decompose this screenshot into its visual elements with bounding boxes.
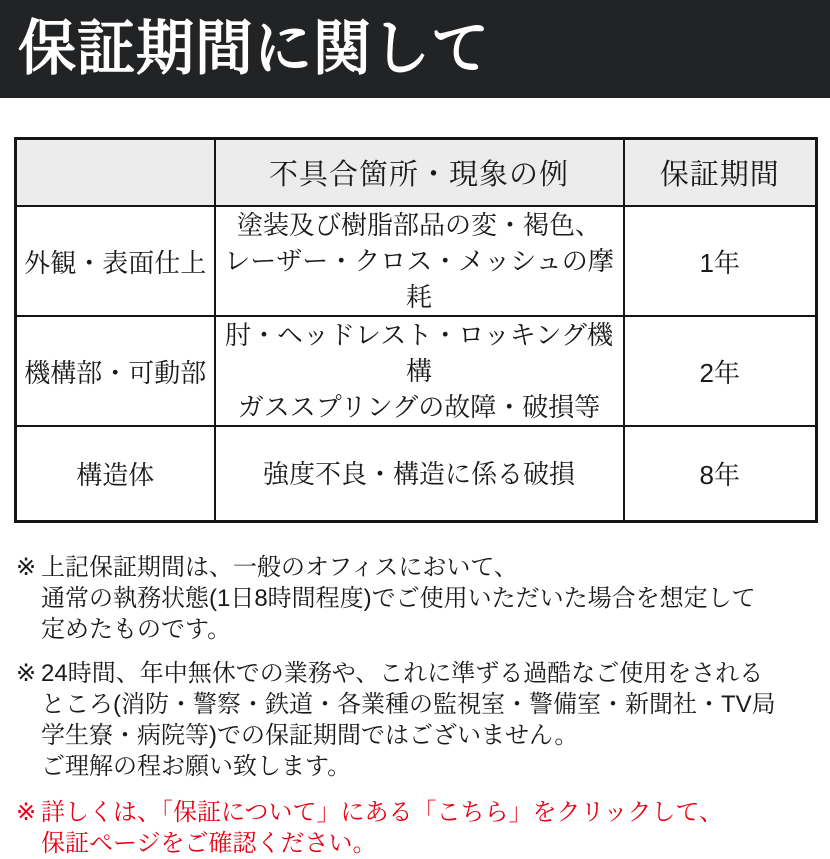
table-row: [16, 206, 817, 316]
note-warranty-page-link: [16, 797, 830, 859]
row-period: 8年: [624, 426, 817, 522]
note-line: 上記保証期間は、一般のオフィスにおいて、: [41, 554, 518, 581]
header-cell-category: [16, 139, 215, 207]
note-marker: ※: [16, 554, 37, 581]
row-examples: [215, 206, 624, 316]
note-heavy-use-exclusion: [16, 658, 830, 782]
note-line: 24時間、年中無休での業務や、これに準ずる過酷なご使用をされる: [41, 660, 764, 687]
table-header-row: [16, 139, 817, 207]
table-row: [16, 426, 817, 522]
header-cell-examples: 不具合箇所・現象の例: [215, 139, 624, 207]
note-line: 定めたものです。: [41, 616, 232, 643]
note-marker: ※: [16, 799, 37, 826]
note-marker: ※: [16, 660, 37, 687]
note-line: ところ(消防・警察・鉄道・各業種の監視室・警備室・新聞社・TV局: [41, 691, 776, 718]
note-line: 学生寮・病院等)での保証期間ではございません。: [41, 722, 579, 749]
note-line: 詳しくは、「保証について」にある「こちら」をクリックして、: [41, 799, 724, 826]
row-category: 外観・表面仕上: [16, 206, 215, 316]
row-examples: [215, 316, 624, 426]
example-line: 塗装及び樹脂部品の変・褐色、: [236, 210, 601, 240]
row-category: 構造体: [16, 426, 215, 522]
warranty-table: [14, 137, 818, 523]
example-line: 強度不良・構造に係る破損: [262, 458, 575, 489]
table-row: [16, 316, 817, 426]
example-line: 肘・ヘッドレスト・ロッキング機構: [225, 320, 613, 386]
title-banner: [0, 0, 830, 98]
note-line: 保証ページをご確認ください。: [41, 830, 377, 857]
example-line: ガススプリングの故障・破損等: [237, 392, 601, 422]
note-line: 通常の執務状態(1日8時間程度)でご使用いただいた場合を想定して: [41, 585, 756, 612]
note-usage-assumption: [16, 552, 830, 645]
notes-section: [16, 552, 830, 859]
header-cell-period: 保証期間: [624, 139, 817, 207]
page-title: 保証期間に関して: [18, 14, 491, 83]
warranty-table-container: [14, 137, 830, 523]
row-period: 1年: [624, 206, 817, 316]
row-category: 機構部・可動部: [16, 316, 215, 426]
row-examples: [215, 426, 624, 522]
row-period: 2年: [624, 316, 817, 426]
note-line: ご理解の程お願い致します。: [41, 753, 352, 780]
example-line: レーザー・クロス・メッシュの摩耗: [224, 246, 614, 312]
